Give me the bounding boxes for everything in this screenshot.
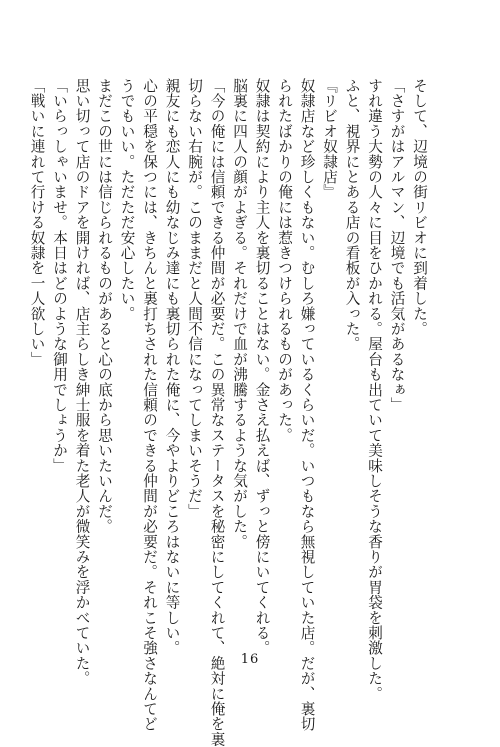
text-line: 脳裏に四人の顔がよぎる。それだけで血が沸騰するような気がした。 <box>231 78 248 550</box>
text-line: 「いらっしゃいませ。本日はどのような御用でしょうか」 <box>51 78 68 474</box>
text-line: 奴隷は契約により主人を裏切ることはない。金さえ払えば、ずっと傍にいてくれる。 <box>253 78 271 656</box>
text-line: まだこの世には信じられるものがあると心の底から思いたいんだ。 <box>96 78 113 534</box>
text-line: 「今の俺には信頼できる仲間が必要だ。この異常なステータスを秘密にしてくれて、絶対に俺を裏 <box>208 78 226 747</box>
text-line: られたばかりの俺には惹きつけられるものがあった。 <box>276 78 293 443</box>
text-line: すれ違う大勢の人々に目をひかれる。屋台も出ていて美味しそうな香りが胃袋を刺激した。 <box>366 78 383 702</box>
text-line: 奴隷店など珍しくもない。むしろ嫌っているくらいだ。いつもなら無視していた店。だが、裏切 <box>298 78 316 732</box>
text-line: 「戦いに連れて行ける奴隷を一人欲しい」 <box>28 78 46 367</box>
text-line: 『リビオ奴隷店』 <box>321 78 338 200</box>
text-line: 切らない右腕が。このままだと人間不信になってしまいそうだ」 <box>186 78 203 519</box>
text-line: 心の平穏を保つには、きちんと裏打ちされた信頼のできる仲間が必要だ。それこそ強さなんてど <box>141 78 158 732</box>
text-line: うでもいい。ただただ安心したい。 <box>118 78 136 322</box>
text-line: そして、辺境の街リビオに到着した。 <box>411 78 428 337</box>
text-line: 親友にも恋人にも幼なじみ達にも裏切られた俺に、今やよりどころはないに等しい。 <box>163 78 181 656</box>
text-line: ふと、視界にとある店の看板が入った。 <box>343 78 361 352</box>
page-number: 16 <box>240 652 260 667</box>
text-line: 思い切って店のドアを開ければ、店主らしき紳士服を着た老人が微笑みを浮かべていた。 <box>73 78 91 686</box>
text-line: 「さすがはアルマン、辺境でも活気があるなぁ」 <box>388 78 406 413</box>
